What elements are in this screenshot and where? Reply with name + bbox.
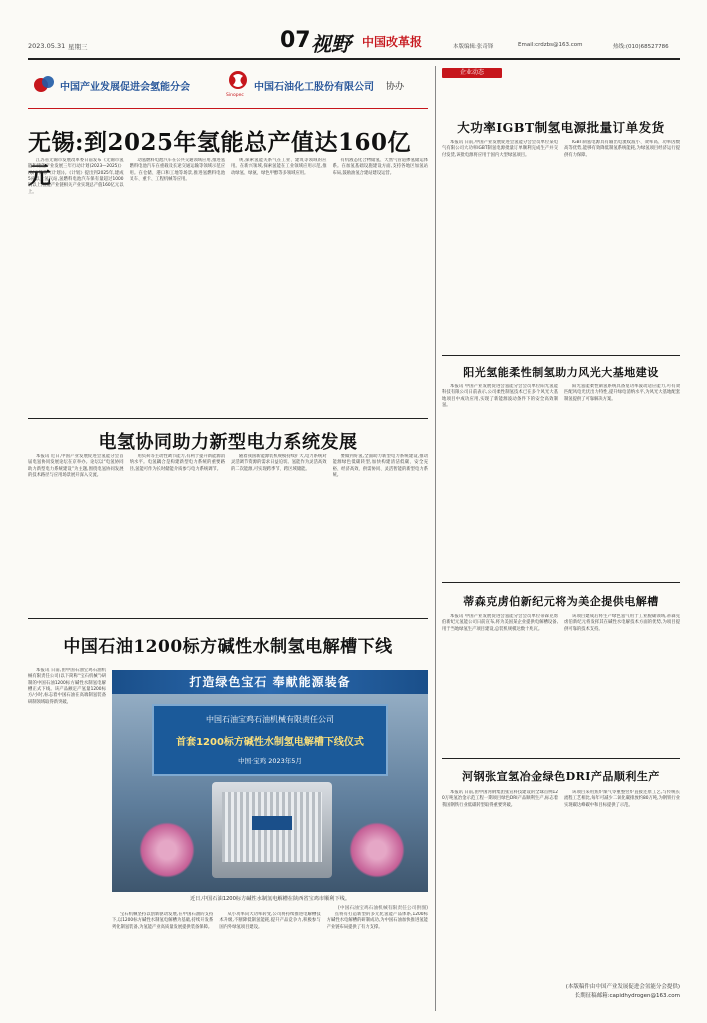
article-r2-body <box>442 384 680 582</box>
article-a3-col3: 从小功率向大功率转变,公司将持续推进电解槽技术升级,不断降低制氢能耗,提升产品竞争力,积极参与国内外绿氢项目建设。 <box>219 912 321 930</box>
article-a1-title: 无锡:到2025年氢能总产值达160亿元 <box>28 129 412 189</box>
article-r4-col1: 本报讯 日前,由中国河钢集团张宣科技建设的全球首例120万吨氢冶金示范工程一期项目绿色DRI产品顺利生产,标志着我国钢铁行业低碳转型取得重要突破。 <box>442 790 558 808</box>
email-line: Email:crdzbs@163.com <box>518 42 583 48</box>
article-a2-col4: 要做到好氢,全面助力新型电力系统建设,推动能源绿色低碳转型,加快构建清洁低碳、安全充裕、经济高效、供需协同、灵活智能的新型电力系统。 <box>332 454 428 479</box>
article-r3-col1: 本报讯 中国产业发展促进会氢能分会会员单位蒂森克虏伯新纪元氢能公司日前宣布,将为美国某企业提供电解槽设备,用于当地绿氢生产项目建设,总装机规模达数十兆瓦。 <box>442 614 558 632</box>
flower-decoration-right <box>342 820 412 880</box>
section-tag-label: 企业动态 <box>459 69 484 76</box>
partner-rule <box>28 108 428 109</box>
divider-a1 <box>28 418 428 419</box>
article-a1-body <box>28 158 428 398</box>
article-a3-title: 中国石油1200标方碱性水制氢电解槽下线 <box>63 637 393 657</box>
article-r1-col2: IGBT制氢电源具有输出电流纹波小、效率高、功率因数高等优势,能够有效降低制氢系统能耗,为绿氢项目经济运行提供有力保障。 <box>564 140 680 158</box>
article-a1-col2: 动氢燃料电池汽车在公共交通领域应用,推进氢燃料电池汽车在重载及长途交通运输等领域示范应用。在仓储、港口和工地等场景,推进氢燃料电池叉车、重卡、工程机械等应用。 <box>129 158 225 183</box>
banner-credit: (中国石油宝鸡石油机械有限责任公司供图) <box>337 906 428 911</box>
footer-email: 长期征稿邮箱:capidhydrogen@163.com <box>574 993 680 999</box>
editor-line: 本版编辑:张奇锋 <box>453 44 494 50</box>
article-a2-body <box>28 454 428 582</box>
article-a2-title: 电氢协同助力新型电力系统发展 <box>98 432 358 453</box>
sinopec-logo-icon <box>228 70 248 94</box>
paper-name: 中国改革报 <box>362 35 423 49</box>
divider-r2 <box>442 582 680 583</box>
article-a1-col4: 有机液态化合物储氢、天然气管道掺氢储运体系。在加氢基础设施建设方面,支持各地区加氢站布局,鼓励油氢合建站建设运营。 <box>332 158 428 176</box>
article-r1-col1: 本报讯 日前,中国产业发展促进会氢能分会会员单位某电气有限公司大功率IGBT制氢电源批量订单顺利完成生产并交付发货,该批电源将应用于国内大型绿氢项目。 <box>442 140 558 158</box>
article-r4-title: 河钢张宣氢冶金绿色DRI产品顺利生产 <box>462 770 660 783</box>
article-a1-col3: 规,探索氢能关系气在工业、建筑等领域的应用。在新兴领域,探索氢能在工业领域应用示范,推动绿氢、绿氨、绿色甲醇等多领域应用。 <box>231 158 327 176</box>
banner-top-strip <box>112 670 428 694</box>
article-a1-col1: 江苏省无锡市发展改革委日前发布《无锡市氢能和储能产业发展三年行动计划(2023—2025)》(以下简称《计划》)。《计划》提出到2025年,建成5座以上氢气站,氢燃料电池汽车保有量超过1000辆以上,氢能产业链相关产业实现总产值160亿元以上。 <box>28 158 124 195</box>
divider-r3 <box>442 758 680 759</box>
article-a3-col1: 本报讯 日前,由中国石油宝鸡石油机械有限责任公司(以下简称“宝石机械”)研制的中国石油1200标方碱性水制氢电解槽正式下线。该产品额定产氢量1200标方/小时,标志着中国石油在高端制氢装备研制领域取得新突破。 <box>28 668 106 705</box>
masthead-weekday: 星期三 <box>68 43 88 51</box>
article-r2-title: 阳光氢能柔性制氢助力风光大基地建设 <box>463 366 659 379</box>
article-r3-col2: 该项目建成后将生产绿色氢气用于工业脱碳领域,蒂森克虏伯新纪元将发挥其在碱性水电解技术方面的优势,为项目提供可靠的技术支持。 <box>564 614 680 632</box>
flower-decoration-left <box>132 820 202 880</box>
section-tag <box>442 68 502 78</box>
divider-a2 <box>28 618 428 619</box>
article-r1-body <box>442 140 680 352</box>
sinopec-sub: Sinopec <box>226 93 244 98</box>
banner-caption: 近日,中国石油1200标方碱性水制氢电解槽在陕西省宝鸡市顺利下线。 <box>189 896 351 902</box>
electrolyzer-equipment <box>212 782 332 878</box>
banner-date-place: 中国·宝鸡 2023年5月 <box>238 757 302 765</box>
partner-strip <box>28 66 428 106</box>
article-r4-body <box>442 790 680 966</box>
section-title: 视野 <box>311 32 351 56</box>
hydrogen-branch-logo-icon <box>34 76 56 94</box>
article-a2-col2: 用负荷等主动性调节能力,有利于提升新能源消纳水平。电氢耦合是构建新型电力系统的重要路径,氢能可作为长时储能介质参与电力系统调节。 <box>129 454 225 472</box>
article-a3-body <box>112 912 428 1008</box>
masthead-rule <box>28 58 680 60</box>
column-divider <box>435 66 436 1011</box>
article-a3-col1-wrap <box>28 668 106 1008</box>
article-a2-col1: 本报讯 近日,中国产业发展促进会氢能分会首届电氢协同发展论坛在京举办。论坛以“电氢协同 助力新型电力系统建设”为主题,围绕电氢协同发展的技术路径与应用场景展开深入交流。 <box>28 454 124 479</box>
partner-role: 协办 <box>386 82 405 92</box>
article-r3-title: 蒂森克虏伯新纪元将为美企提供电解槽 <box>463 595 659 608</box>
banner-screen <box>152 704 388 776</box>
phone-line: 热线:(010)68527786 <box>613 44 669 50</box>
article-a2-col3: 随着我国新能源装机规模持续扩大,电力系统对灵活调节资源的需求日益迫切。氢能作为灵活高效的二次能源,可实现跨季节、跨区域储能。 <box>231 454 327 472</box>
banner-headline: 打造绿色宝石 奉献能源装备 <box>189 675 351 689</box>
bomco-logo-icon <box>252 816 292 830</box>
banner-photo <box>112 670 428 892</box>
banner-event: 首套1200标方碱性水制氢电解槽下线仪式 <box>176 737 364 748</box>
article-r1-title: 大功率IGBT制氢电源批量订单发货 <box>457 120 665 135</box>
article-r2-col1: 本报讯 中国产业发展促进会氢能分会会员单位阳光氢能科技有限公司日前表示,公司柔性制氢技术已在多个风光大基地项目中成功应用,实现了新能源波动条件下的安全高效制氢。 <box>442 384 558 409</box>
footer-note: (本版稿件由中国产业发展促进会氢能分会提供) <box>565 984 680 990</box>
article-r2-col2: 阳光氢能柔性制氢系统具备宽功率波动适应能力,可有效匹配风电光伏出力特性,提升绿电消纳水平,为风光大基地配套制氢提供了可靠解决方案。 <box>564 384 680 402</box>
divider-r1 <box>442 355 680 356</box>
partner-org2: 中国石油化工股份有限公司 <box>254 82 374 93</box>
banner-company: 中国石油宝鸡石油机械有限责任公司 <box>206 715 334 724</box>
article-r3-body <box>442 614 680 754</box>
article-a3-col2: 宝石机械坚持以创新驱动发展,在中国石油的支持下,以1200标方碱性水制氢电解槽为基础,持续开发系列化制氢装备,为氢能产业高质量发展提供装备保障。 <box>112 912 214 930</box>
masthead-date: 2023.05.31 <box>28 42 66 50</box>
article-r4-col2: 该项目采用焦炉煤气零重整竖炉直接还原工艺,与传统长流程工艺相比,每年可减少二氧化碳排放约80万吨,为钢铁行业实现碳达峰碳中和目标提供了示范。 <box>564 790 680 808</box>
article-a3-col4: 点将有打造新型的多元化氢能产品体系,1200标方碱性水电解槽的研制成功,为中国石油加快推进氢能产业链布局提供了有力支撑。 <box>326 912 428 930</box>
partner-org1: 中国产业发展促进会氢能分会 <box>60 82 190 93</box>
page-number: 07 <box>280 28 311 53</box>
